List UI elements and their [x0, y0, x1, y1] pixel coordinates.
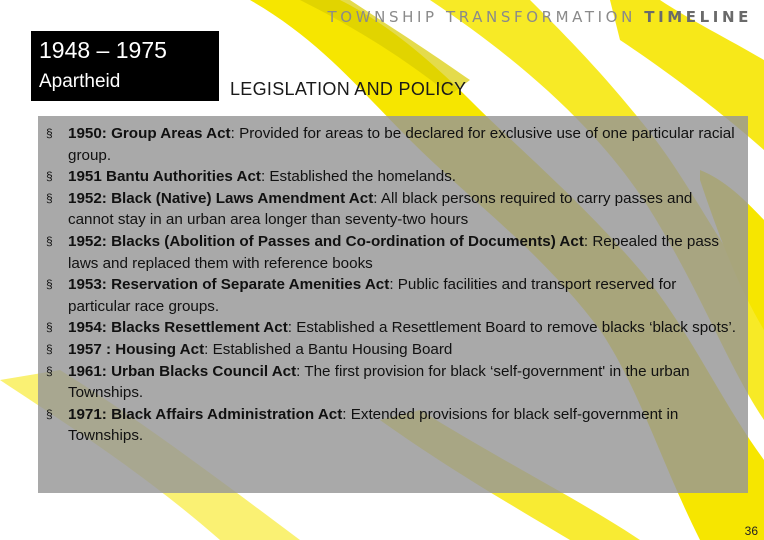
section-title: LEGISLATION AND POLICY	[230, 79, 467, 99]
act-name: 1957 : Housing Act	[68, 340, 205, 358]
act-description: : Established the homelands.	[260, 168, 457, 186]
act-description: : All black persons required to carry passes and cannot stay in an urban area longer than seventy-two hours	[68, 189, 693, 229]
bullet-icon: §	[46, 233, 53, 248]
bullet-icon: §	[46, 126, 53, 140]
list-item	[46, 339, 736, 361]
act-description: : Established a Bantu Housing Board	[204, 340, 453, 358]
act-name: 1952: Blacks (Abolition of Passes and Co-ordination of Documents) Act	[68, 232, 584, 250]
act-description: : Public facilities and transport reserved for particular race groups.	[68, 276, 677, 315]
act-name: 1952: Black (Native) Laws Amendment Act	[68, 189, 374, 207]
list-item	[46, 123, 736, 166]
page-number: 36	[744, 524, 758, 538]
list-item	[46, 231, 736, 274]
bullet-icon: §	[46, 190, 53, 205]
act-name: 1971: Black Affairs Administration Act	[68, 405, 343, 423]
list-item	[46, 188, 736, 231]
act-description: : Repealed the pass laws and replaced them with reference books	[68, 232, 719, 272]
bullet-icon: §	[46, 363, 53, 378]
act-name: 1953: Reservation of Separate Amenities Act	[68, 276, 390, 294]
act-name: 1961: Urban Blacks Council Act	[68, 362, 297, 380]
list-item	[46, 361, 736, 404]
era-years: 1948 – 1975	[39, 37, 167, 63]
era-box	[31, 31, 219, 101]
act-name: 1954: Blacks Resettlement Act	[68, 319, 288, 337]
content-panel	[38, 116, 748, 493]
act-description: : Extended provisions for black self-government in Townships.	[68, 405, 679, 445]
bullet-icon: §	[46, 277, 53, 292]
list-item	[46, 274, 736, 317]
list-item	[46, 317, 736, 339]
bullet-icon: §	[46, 320, 53, 335]
act-description: : Provided for areas to be declared for exclusive use of one particular racial group.	[68, 125, 735, 164]
act-description: : The first provision for black ‘self-government' in the urban Townships.	[68, 362, 690, 402]
legislation-list	[46, 123, 736, 447]
bullet-icon: §	[46, 341, 53, 356]
act-description: : Established a Resettlement Board to remove blacks ‘black spots’.	[287, 319, 737, 337]
header-title-prefix: TOWNSHIP TRANSFORMATION	[327, 8, 645, 26]
act-name: 1950: Group Areas Act	[68, 125, 231, 142]
header-title	[328, 8, 752, 26]
bullet-icon: §	[46, 169, 53, 184]
act-name: 1951 Bantu Authorities Act	[68, 168, 261, 186]
bullet-icon: §	[46, 406, 53, 421]
era-name: Apartheid	[39, 71, 121, 92]
header-title-bold: TIMELINE	[644, 8, 752, 26]
list-item	[46, 166, 736, 188]
list-item	[46, 404, 736, 447]
